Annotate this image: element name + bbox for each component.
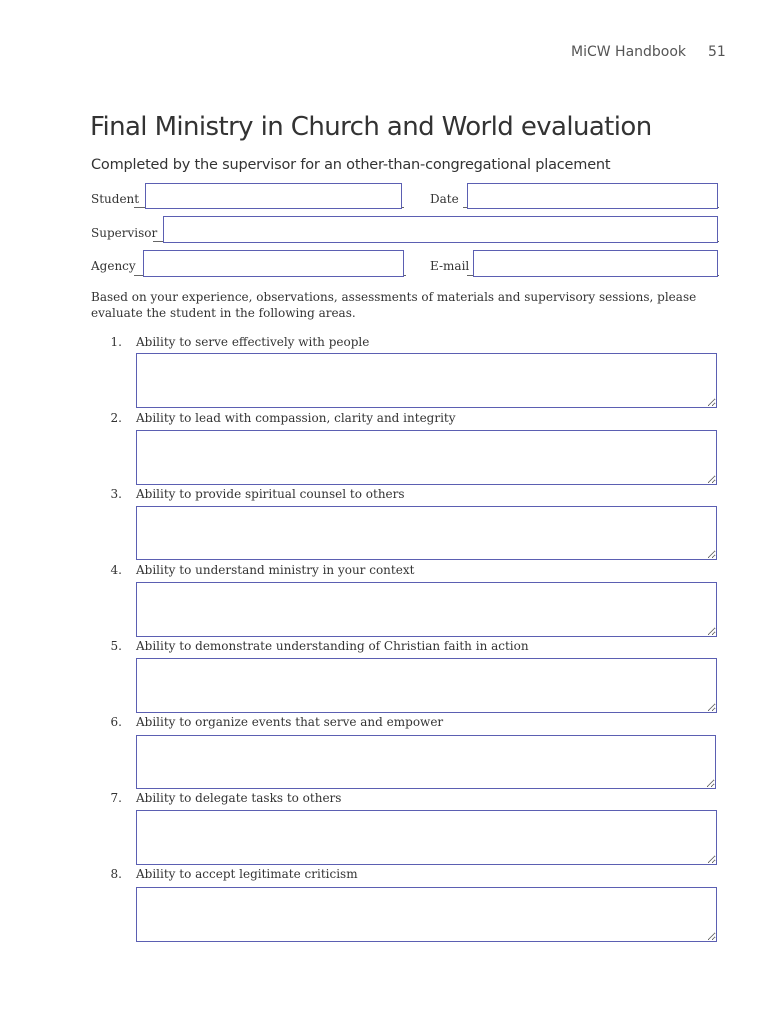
student-field[interactable]: [145, 183, 402, 209]
question-number: 1.: [110, 335, 122, 349]
email-label: E-mail: [430, 259, 470, 273]
response-box-7[interactable]: [136, 810, 717, 865]
question-number: 7.: [110, 791, 122, 805]
question-text: Ability to understand ministry in your context: [136, 563, 415, 577]
question-text: Ability to provide spiritual counsel to others: [136, 487, 405, 501]
question-number: 4.: [110, 563, 122, 577]
date-label: Date: [430, 192, 459, 206]
supervisor-label: Supervisor: [91, 226, 158, 240]
instructions: Based on your experience, observations, assessments of materials and supervisory sessions, please evaluate the student in the following areas.: [91, 290, 697, 320]
question-number: 5.: [110, 639, 122, 653]
response-box-5[interactable]: [136, 658, 717, 713]
page-title: Final Ministry in Church and World evaluation: [90, 112, 652, 142]
question-text: Ability to delegate tasks to others: [136, 791, 342, 805]
question-text: Ability to lead with compassion, clarity and integrity: [136, 411, 456, 425]
response-box-4[interactable]: [136, 582, 717, 637]
question-number: 8.: [110, 867, 122, 881]
response-box-1[interactable]: [136, 353, 717, 408]
response-box-3[interactable]: [136, 506, 717, 560]
response-box-6[interactable]: [136, 735, 716, 789]
question-number: 3.: [110, 487, 122, 501]
agency-label: Agency: [91, 259, 136, 273]
email-field[interactable]: [473, 250, 718, 277]
date-field[interactable]: [467, 183, 718, 209]
question-text: Ability to demonstrate understanding of Christian faith in action: [136, 639, 529, 653]
supervisor-field[interactable]: [163, 216, 718, 243]
question-number: 2.: [110, 411, 122, 425]
response-box-8[interactable]: [136, 887, 717, 942]
question-text: Ability to organize events that serve and empower: [136, 715, 444, 729]
question-number: 6.: [110, 715, 122, 729]
response-box-2[interactable]: [136, 430, 717, 485]
student-label: Student: [91, 192, 140, 206]
page-number: 51: [708, 44, 726, 60]
running-head: MiCW Handbook: [571, 44, 687, 60]
agency-field[interactable]: [143, 250, 404, 277]
question-text: Ability to accept legitimate criticism: [136, 867, 358, 881]
question-text: Ability to serve effectively with people: [136, 335, 370, 349]
page-subtitle: Completed by the supervisor for an other-than-congregational placement: [91, 157, 611, 173]
